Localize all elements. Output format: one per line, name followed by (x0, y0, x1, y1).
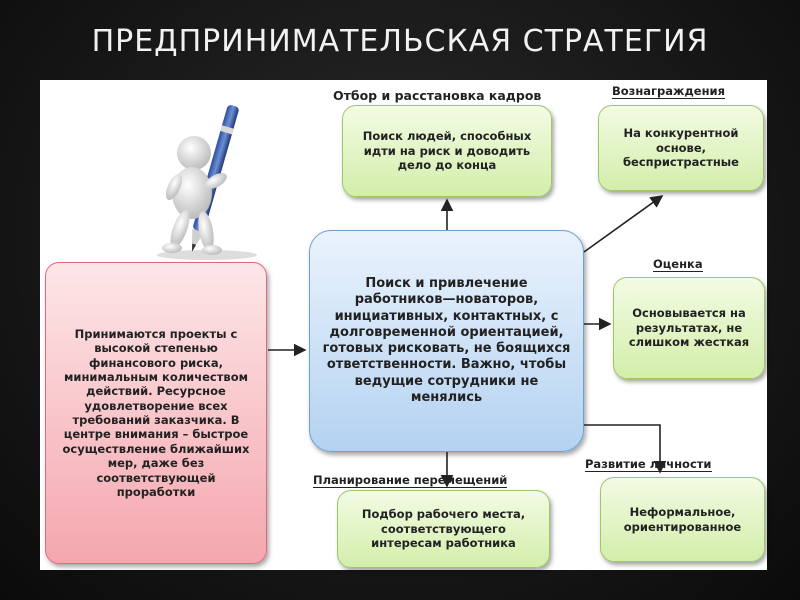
left-box: Принимаются проекты с высокой степенью финансового риска, минимальным количеством действий. Ресурсное удовлетворение всех требований заказчика. В центре внимания – быстрое осуществление ближайших мер, даже без соответствующей проработки (45, 262, 267, 564)
rewards-label: Вознаграждения (612, 84, 725, 98)
selection-label: Отбор и расстановка кадров (333, 88, 542, 103)
planning-box: Подбор рабочего места, соответствующего интересам работника (337, 490, 550, 568)
rewards-box: На конкурентной основе, беспристрастные (598, 105, 764, 191)
development-label: Развитие личности (585, 457, 712, 471)
arrow-to-rewards (584, 196, 662, 252)
center-box: Поиск и привлечение работников—новаторов, инициативных, контактных, с долговременной ориентацией, готовых рисковать, не боящихся ответственности. Важно, чтобы ведущие сотрудники не менялись (309, 230, 584, 452)
slide-title: ПРЕДПРИНИМАТЕЛЬСКАЯ СТРАТЕГИЯ (91, 24, 709, 59)
development-box: Неформальное, ориентированное (600, 477, 765, 562)
evaluation-label: Оценка (653, 257, 703, 271)
selection-box: Поиск людей, способных идти на риск и доводить дело до конца (342, 105, 552, 197)
evaluation-box: Основывается на результатах, не слишком жесткая (613, 277, 765, 379)
arrow-to-development (584, 425, 660, 472)
planning-label: Планирование перемещений (313, 473, 508, 487)
